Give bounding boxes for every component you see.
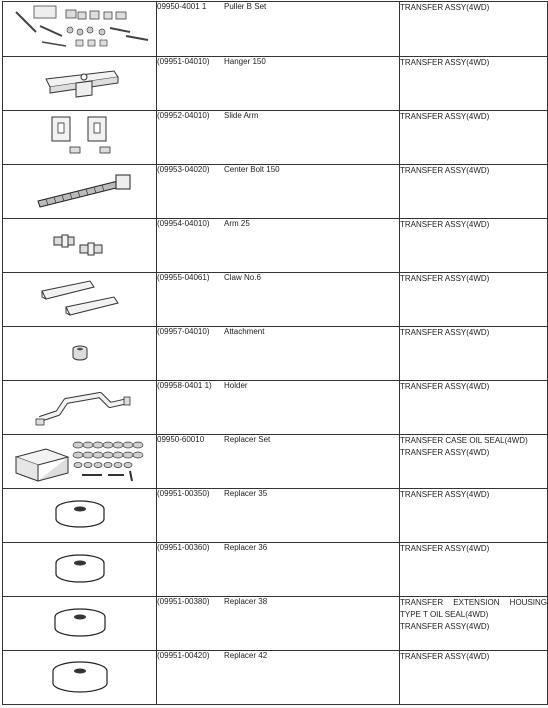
- usage-cell: [400, 381, 548, 435]
- slide-arm-icon: [6, 111, 154, 161]
- part-name: Replacer 35: [224, 489, 268, 498]
- special-service-tools-sheet: [2, 1, 547, 706]
- part-number: (09954-04010): [157, 219, 210, 228]
- part-cell: [157, 165, 400, 219]
- part-cell: [157, 219, 400, 273]
- tool-illustration-cell: [3, 435, 157, 489]
- tool-illustration-cell: [3, 57, 157, 111]
- usage-text: TRANSFER ASSY(4WD): [400, 166, 490, 175]
- replacer-disc-icon: [6, 651, 154, 701]
- part-number: (09951-00360): [157, 543, 210, 552]
- table-row: [3, 543, 548, 597]
- usage-text: TRANSFER ASSY(4WD): [400, 274, 490, 283]
- usage-text: TRANSFER ASSY(4WD): [400, 544, 490, 553]
- usage-cell: [400, 2, 548, 57]
- table-row: [3, 219, 548, 273]
- usage-text: TRANSFER ASSY(4WD): [400, 112, 490, 121]
- replacer-set-icon: [6, 435, 154, 485]
- table-row: [3, 111, 548, 165]
- part-name: Attachment: [224, 327, 265, 336]
- part-cell: [157, 489, 400, 543]
- usage-text: TRANSFER ASSY(4WD): [400, 382, 490, 391]
- usage-text: TRANSFER ASSY(4WD): [400, 622, 490, 631]
- usage-cell: [400, 273, 548, 327]
- tool-illustration-cell: [3, 489, 157, 543]
- usage-cell: [400, 57, 548, 111]
- part-name: Center Bolt 150: [224, 165, 280, 174]
- part-number: 09950-60010: [157, 435, 205, 444]
- usage-text: TRANSFER ASSY(4WD): [400, 58, 490, 67]
- part-name: Slide Arm: [224, 111, 259, 120]
- usage-cell: [400, 219, 548, 273]
- table-row: [3, 327, 548, 381]
- usage-cell: [400, 111, 548, 165]
- part-cell: [157, 597, 400, 651]
- tool-illustration-cell: [3, 651, 157, 705]
- part-cell: [157, 2, 400, 57]
- center-bolt-icon: [6, 165, 154, 215]
- part-number: (09953-04020): [157, 165, 210, 174]
- part-name: Holder: [224, 381, 248, 390]
- usage-text: TRANSFER CASE OIL SEAL(4WD): [400, 436, 528, 445]
- tool-illustration-cell: [3, 273, 157, 327]
- part-number: (09958-0401 1): [157, 381, 212, 390]
- attachment-icon: [6, 327, 154, 377]
- part-name: Replacer 36: [224, 543, 268, 552]
- usage-text: TRANSFER ASSY(4WD): [400, 220, 490, 229]
- part-name: Claw No.6: [224, 273, 261, 282]
- part-cell: [157, 327, 400, 381]
- part-name: Hanger 150: [224, 57, 266, 66]
- replacer-disc-icon: [6, 543, 154, 593]
- usage-text: TRANSFER EXTENSION HOUSING: [400, 598, 547, 607]
- table-row: [3, 435, 548, 489]
- part-number: (09955-04061): [157, 273, 210, 282]
- part-name: Replacer Set: [224, 435, 271, 444]
- part-name: Puller B Set: [224, 2, 267, 11]
- usage-cell: [400, 651, 548, 705]
- part-number: 09950-4001 1: [157, 2, 207, 11]
- part-number: (09951-00350): [157, 489, 210, 498]
- tool-illustration-cell: [3, 111, 157, 165]
- tool-illustration-cell: [3, 165, 157, 219]
- tool-illustration-cell: [3, 327, 157, 381]
- part-name: Arm 25: [224, 219, 250, 228]
- part-cell: [157, 543, 400, 597]
- table-row: [3, 489, 548, 543]
- puller-b-set-icon: [6, 2, 154, 52]
- table-row: [3, 273, 548, 327]
- hanger-icon: [6, 57, 154, 107]
- usage-cell: [400, 597, 548, 651]
- part-cell: [157, 435, 400, 489]
- part-number: (09951-04010): [157, 57, 210, 66]
- usage-text: TRANSFER ASSY(4WD): [400, 490, 490, 499]
- usage-text: TRANSFER ASSY(4WD): [400, 448, 490, 457]
- usage-text: TYPE T OIL SEAL(4WD): [400, 610, 489, 619]
- replacer-disc-icon: [6, 489, 154, 539]
- tool-illustration-cell: [3, 2, 157, 57]
- holder-icon: [6, 381, 154, 431]
- part-cell: [157, 273, 400, 327]
- part-number: (09951-00380): [157, 597, 210, 606]
- usage-text: TRANSFER ASSY(4WD): [400, 328, 490, 337]
- part-cell: [157, 57, 400, 111]
- tool-illustration-cell: [3, 597, 157, 651]
- usage-cell: [400, 489, 548, 543]
- part-number: (09957-04010): [157, 327, 210, 336]
- usage-text: TRANSFER ASSY(4WD): [400, 652, 490, 661]
- part-number: (09952-04010): [157, 111, 210, 120]
- tools-table: [2, 1, 548, 705]
- table-row: [3, 165, 548, 219]
- part-cell: [157, 651, 400, 705]
- usage-cell: [400, 543, 548, 597]
- part-cell: [157, 111, 400, 165]
- usage-cell: [400, 165, 548, 219]
- tool-illustration-cell: [3, 219, 157, 273]
- arm-icon: [6, 219, 154, 269]
- usage-cell: [400, 327, 548, 381]
- tool-illustration-cell: [3, 381, 157, 435]
- replacer-disc-icon: [6, 597, 154, 647]
- usage-cell: [400, 435, 548, 489]
- part-name: Replacer 38: [224, 597, 268, 606]
- part-number: (09951-00420): [157, 651, 210, 660]
- tool-illustration-cell: [3, 543, 157, 597]
- table-row: [3, 651, 548, 705]
- usage-text: TRANSFER ASSY(4WD): [400, 3, 490, 12]
- table-row: [3, 597, 548, 651]
- table-row: [3, 57, 548, 111]
- table-row: [3, 2, 548, 57]
- table-row: [3, 381, 548, 435]
- part-name: Replacer 42: [224, 651, 268, 660]
- claw-icon: [6, 273, 154, 323]
- part-cell: [157, 381, 400, 435]
